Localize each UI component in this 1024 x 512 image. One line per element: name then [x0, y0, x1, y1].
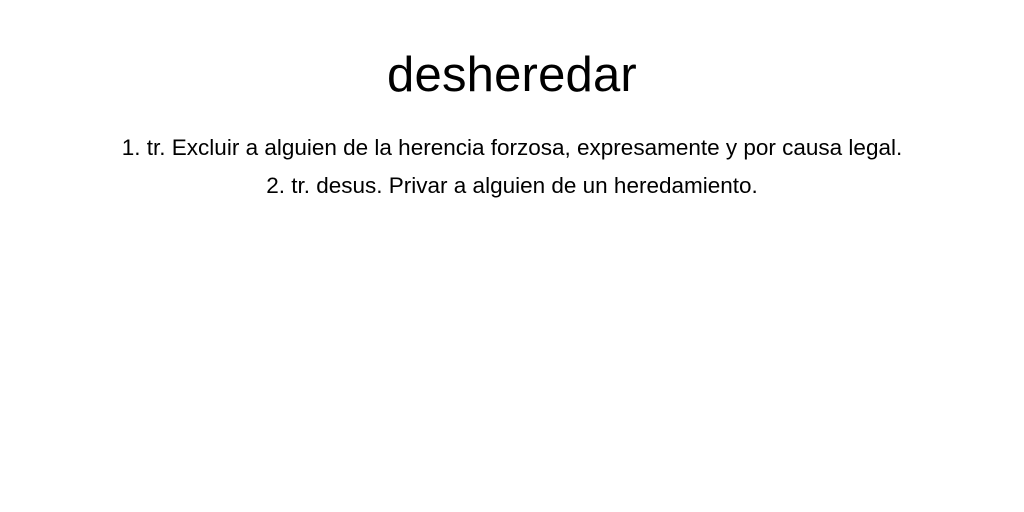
definition-1: 1. tr. Excluir a alguien de la herencia forzosa, expresamente y por causa legal. [121, 135, 903, 160]
entry-word: desheredar [387, 48, 637, 102]
definitions-list [0, 129, 1024, 205]
definition-2: 2. tr. desus. Privar a alguien de un heredamiento. [266, 173, 758, 198]
